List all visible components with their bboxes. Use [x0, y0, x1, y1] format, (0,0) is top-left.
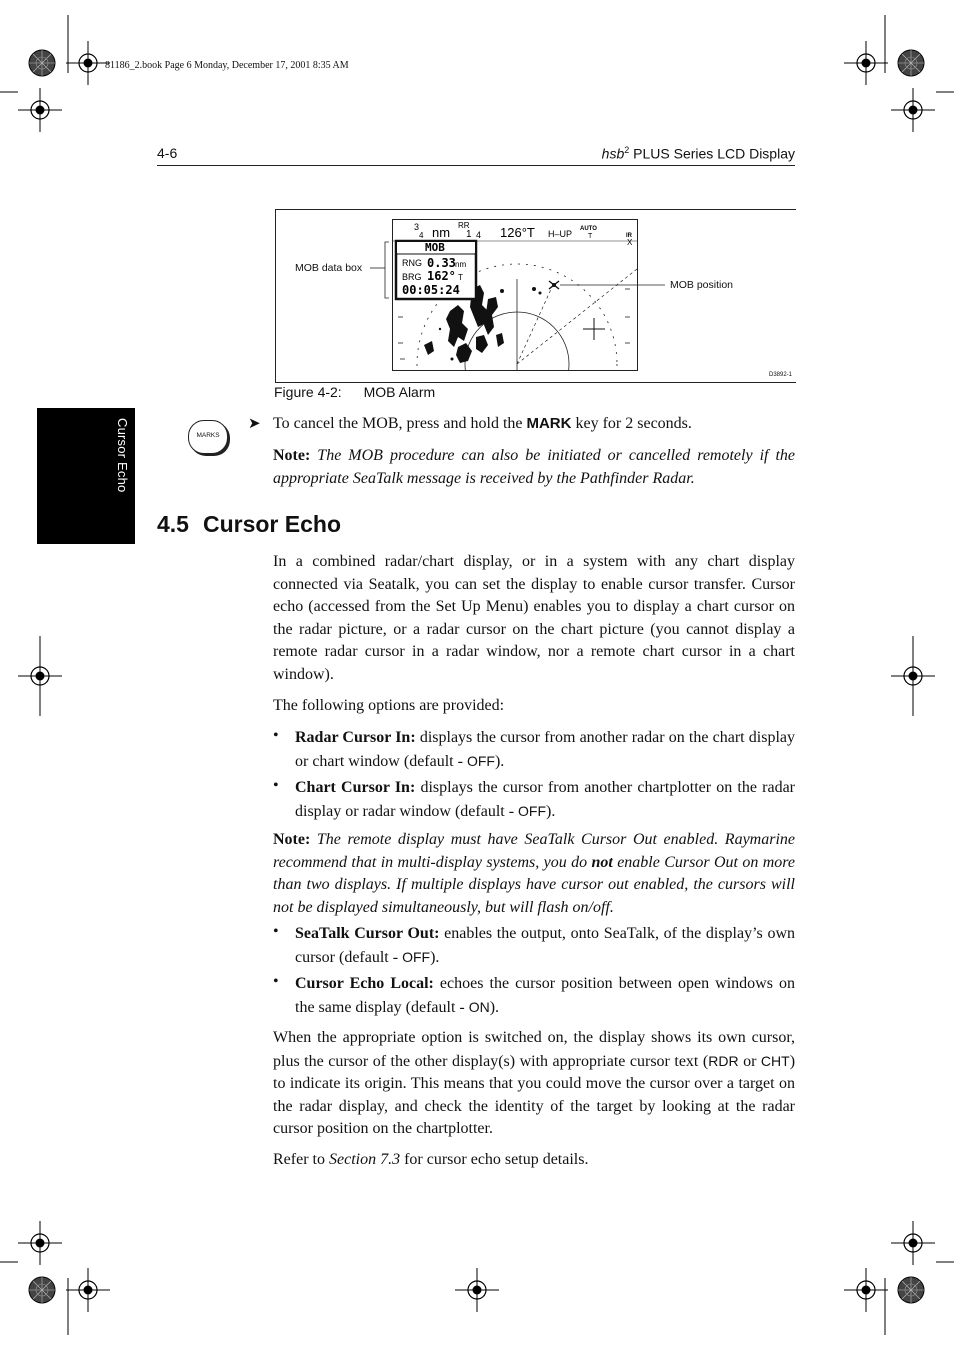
bullet-end: ).	[494, 752, 505, 770]
figure-caption-title: MOB Alarm	[363, 384, 436, 400]
figure-callouts	[275, 209, 795, 381]
mob-box-title: MOB	[425, 241, 445, 254]
note-mob	[273, 445, 795, 490]
bullet-text: displays the cursor from another chartplotter on the radar display or radar window (default -	[295, 779, 796, 820]
bullet-end: ).	[546, 802, 556, 820]
screen-mode: H–UP	[548, 229, 573, 239]
mob-rng-unit: nm	[455, 260, 467, 269]
bullet-term: SeaTalk Cursor Out:	[295, 925, 440, 942]
bullet-radar-cursor-in	[295, 727, 795, 773]
running-title-sup: 2	[624, 145, 630, 155]
p3-code-cht: CHT	[760, 1052, 790, 1069]
note-cursor-out-text2: enable Cursor Out on more than two displays. If multiple displays have cursor out enabled, the cursors will not be displayed simultaneously, but will flash on/off.	[273, 853, 795, 916]
screen-range-unit: nm	[432, 225, 451, 240]
mob-rng-value: 0.33	[427, 256, 456, 270]
p3-mid: or	[738, 1052, 761, 1070]
screen-range-top: 3	[414, 222, 420, 232]
bullet-text: enables the output, onto SeaTalk, of the display’s own cursor (default -	[295, 925, 796, 966]
note-cursor-out-emph: not	[591, 853, 613, 871]
note-mob-text: The MOB procedure can also be initiated or cancelled remotely if the appropriate SeaTalk message is received by the Pathfinder Radar.	[273, 447, 795, 487]
figure-caption	[274, 384, 435, 400]
paragraph-refer	[273, 1149, 795, 1172]
bullet-mark: •	[273, 777, 279, 794]
note-cursor-out	[273, 829, 795, 919]
bullet-mark: •	[273, 973, 279, 990]
screen-range-bottom: 4	[419, 231, 424, 240]
bullet-end: ).	[489, 998, 500, 1016]
bullet-seatalk-cursor-out	[295, 923, 795, 969]
mob-brg-label: BRG	[402, 272, 422, 282]
paragraph-intro: In a combined radar/chart display, or in a system with any chart display connected via Seatalk, you can set the display to enable cursor transfer. Cursor echo (accessed from the Set Up Menu) enables you to display a chart cursor on the radar picture, or a radar cursor on the chart picture (you cannot display a remote radar cursor in a radar window, nor a remote chart cursor in a chart window).	[273, 553, 795, 683]
running-title-rest: PLUS Series LCD Display	[629, 145, 795, 162]
note-mob-label: Note:	[273, 447, 311, 464]
screen-heading: 126°T	[500, 225, 535, 240]
page-number: 4-6	[157, 145, 178, 161]
marks-key-icon	[188, 420, 228, 454]
bullet-code: ON	[468, 998, 490, 1015]
screen-ir-sub: X	[627, 238, 633, 247]
mob-time: 00:05:24	[402, 283, 460, 297]
bullet-text: echoes the cursor position between open windows on the same display (default -	[295, 975, 796, 1016]
bullet-code: OFF	[518, 802, 547, 819]
running-title	[602, 145, 795, 162]
header-rule	[157, 165, 795, 166]
figure-caption-number: Figure 4-2:	[274, 384, 342, 400]
instruction-after: key for 2 seconds.	[571, 415, 692, 432]
instruction-before: To cancel the MOB, press and hold the	[273, 415, 527, 432]
paragraph-options: The following options are provided:	[273, 697, 505, 714]
side-tab	[37, 408, 135, 544]
bullet-term: Radar Cursor In:	[295, 729, 416, 746]
p3-text2: ) to indicate its origin. This means that you could move the cursor over a target on the radar display, and check the identity of the target by looking at the radar cursor position on the chartplotter.	[273, 1052, 796, 1137]
mob-brg-unit: T	[458, 273, 463, 282]
bullet-term: Chart Cursor In:	[295, 779, 416, 796]
bullet-mark: •	[273, 923, 279, 940]
instruction	[273, 413, 795, 436]
p3-code-rdr: RDR	[708, 1052, 739, 1069]
note-cursor-out-text1: The remote display must have SeaTalk Cursor Out enabled. Raymarine recommend that in multi-display systems, you do	[273, 831, 795, 871]
figure-code: D3892-1	[769, 372, 793, 378]
p3-text1: When the appropriate option is switched on, the display shows its own cursor, plus the cursor of the other display(s) with appropriate cursor text (	[273, 1029, 795, 1070]
book-info: 81186_2.book Page 6 Monday, December 17, 2001 8:35 AM	[105, 60, 349, 71]
marks-key-label: MARKS	[196, 432, 220, 439]
bullet-end: ).	[430, 948, 440, 966]
label-mob-position: MOB position	[670, 279, 734, 291]
screen-rings-top: RR	[458, 221, 470, 230]
paragraph-cursor-text	[273, 1027, 795, 1141]
bullet-text: displays the cursor from another radar on the chart display or chart window (default -	[295, 729, 796, 770]
bullet-cursor-echo-local	[295, 973, 795, 1019]
section-title: Cursor Echo	[202, 511, 342, 537]
screen-auto-sub: T	[588, 233, 593, 240]
mob-rng-label: RNG	[402, 258, 422, 268]
screen-rings-den: 4	[476, 230, 482, 240]
bullet-code: OFF	[402, 948, 431, 965]
bullet-chart-cursor-in	[295, 777, 795, 823]
screen-rings-num: 1	[466, 229, 472, 240]
section-heading	[157, 511, 341, 538]
side-tab-label: Cursor Echo	[115, 418, 130, 493]
label-mob-data-box: MOB data box	[295, 262, 363, 274]
note-cursor-out-label: Note:	[273, 831, 311, 848]
section-number: 4.5	[157, 511, 189, 537]
bullet-term: Cursor Echo Local:	[295, 975, 434, 992]
bullet-mark: •	[273, 727, 279, 744]
instruction-key: MARK	[526, 415, 572, 432]
screen-ir: IR	[626, 233, 632, 239]
p4-text1: Refer to	[273, 1151, 329, 1168]
instruction-arrow: ➤	[248, 416, 261, 432]
p4-section-ref[interactable]: Section 7.3	[328, 1151, 401, 1168]
p4-text2: for cursor echo setup details.	[400, 1151, 589, 1168]
screen-auto: AUTO	[580, 226, 597, 232]
running-title-italic: hsb	[601, 145, 625, 162]
mob-brg-value: 162°	[427, 269, 456, 283]
bullet-code: OFF	[466, 752, 495, 769]
